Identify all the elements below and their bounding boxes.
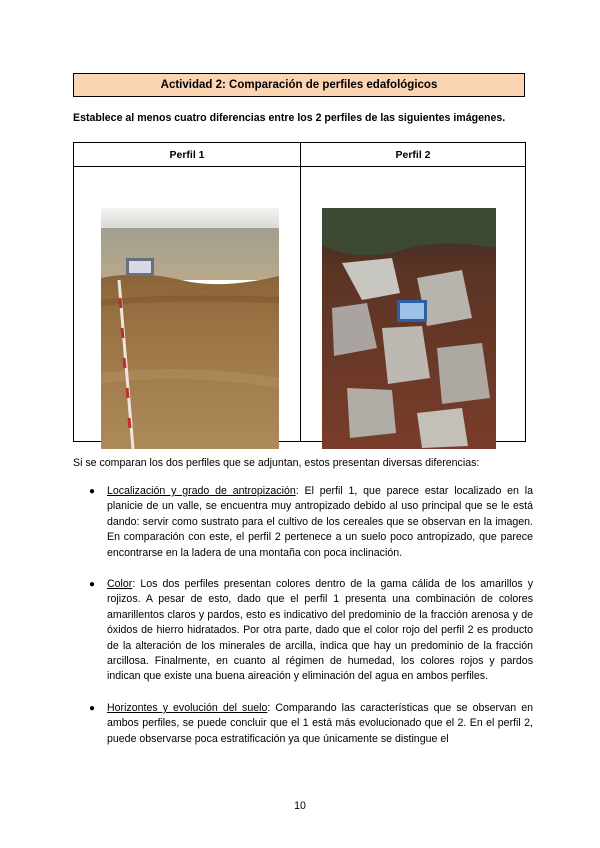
profile-2-header: Perfil 2 [301,143,526,167]
difference-item-location [73,484,533,561]
profile-1-photo [101,208,279,449]
profile-2-cell [301,167,526,442]
bullet-icon: ● [89,702,96,714]
activity-title [73,73,525,97]
bullet-icon: ● [89,579,96,591]
bullet-icon: ● [89,486,96,497]
difference-item-color [73,577,533,685]
profiles-image-row [74,167,526,442]
intro-paragraph: Si se comparan los dos perfiles que se adjuntan, estos presentan diversas diferencias: [73,457,480,469]
difference-heading: Color [107,578,133,591]
difference-item-horizons [73,701,533,747]
profile-1-header: Perfil 1 [74,143,301,167]
profiles-header-row [74,143,526,167]
difference-text: : Comparando las características que se observan en ambos perfiles, se puede concluir que el 1 está más evolucionado que el 2. En el perfil 2, puede observarse poca estratificación ya que únicamente se distingue el [107,701,533,745]
instruction-text: Establece al menos cuatro diferencias entre los 2 perfiles de las siguientes imágenes. [73,112,506,124]
page-number: 10 [294,800,306,812]
profile-1-cell [74,167,301,442]
profiles-table [73,142,526,442]
difference-text: : Los dos perfiles presentan colores dentro de la gama cálida de los amarillos y rojizos. A pesar de esto, dado que el perfil 1 presenta una combinación de colores amarillentos claros y pardos, esto es indicativo del predominio de la fracción arenosa y de óxidos de hierro hidratados. Por otra parte, dado que el color rojo del perfil 2 es producto de la alteración de los minerales de arcilla, indica que hay un predominio de la fracción arcillosa. Finalmente, en cuanto al régimen de humedad, los colores rojos y pardos indican que existe una buena aireación y eliminación del agua en ambos perfiles. [107,578,533,683]
difference-heading: Localización y grado de antropización [107,485,296,497]
differences-list [73,484,533,763]
activity-title-text: Actividad 2: Comparación de perfiles edafológicos [160,79,438,91]
difference-heading: Horizontes y evolución del suelo [107,701,268,714]
profile-2-photo [322,208,496,449]
difference-text: : El perfil 1, que parece estar localizado en la planicie de un valle, se encuentra muy antropizado debido al uso principal que se le está dando: servir como sustrato para el cultivo de los cereales que se observan en la imagen. En comparación con este, el perfil 2 pertenece a un suelo poco antropizado, que parece encontrarse en la ladera de una montaña con poca inclinación. [107,485,533,559]
